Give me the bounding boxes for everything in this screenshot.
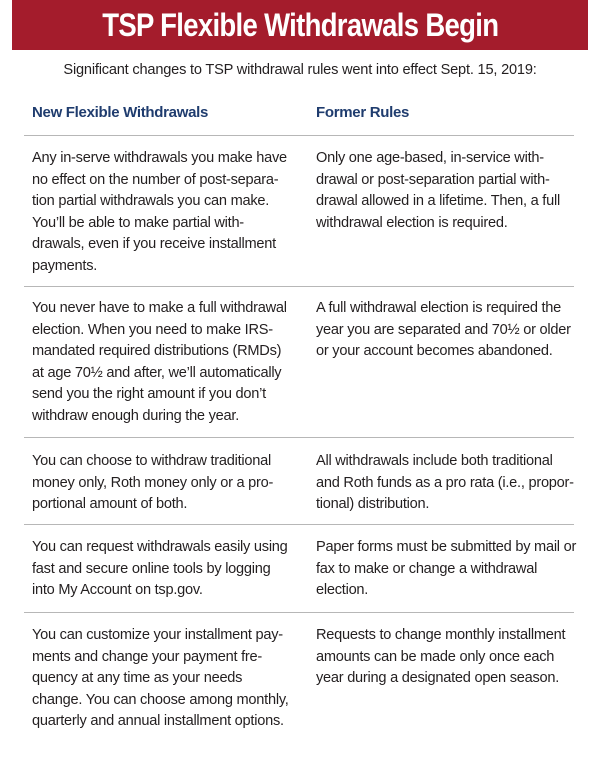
intro-text: Significant changes to TSP withdrawal rules went into effect Sept. 15, 2019: [63, 62, 537, 78]
title-banner [12, 0, 588, 50]
divider [24, 524, 574, 525]
row-4-new: You can request withdrawals easily using fast and secure online tools by logging into My Account on tsp.gov. [32, 539, 288, 599]
row-3-new: You can choose to withdraw traditional money only, Roth money only or a pro- portional amount of both. [32, 453, 274, 513]
row-4-former: Paper forms must be submitted by mail or fax to make or change a withdrawal election. [316, 539, 577, 599]
row-1-former: Only one age-based, in-service with- drawal or post-separation partial with- drawal allowed in a lifetime. Then, a full withdrawal election is required. [316, 150, 560, 231]
row-3-former: All withdrawals include both traditional and Roth funds as a pro rata (i.e., propor- tional) distribution. [316, 453, 574, 513]
row-1-new: Any in-serve withdrawals you make have no effect on the number of post-separa- tion partial withdrawals you can make. You’ll be able to make partial with- drawals, even if you receive installment payments. [32, 150, 287, 274]
divider [24, 437, 574, 438]
new-rules-heading: New Flexible Withdrawals [32, 104, 209, 121]
page-title: TSP Flexible Withdrawals Begin [101, 6, 499, 43]
divider [24, 286, 574, 287]
divider [24, 135, 574, 136]
row-2-former: A full withdrawal election is required the year you are separated and 70½ or older or your account becomes abandoned. [316, 300, 571, 360]
row-2-new: You never have to make a full withdrawal election. When you need to make IRS- mandated required distributions (RMDs) at age 70½ and after, we’ll automatically send you the right amount if you don’t withdraw enough during the year. [32, 300, 287, 424]
row-5-former: Requests to change monthly installment amounts can be made only once each year during a designated open season. [316, 627, 566, 687]
divider [24, 612, 574, 613]
former-rules-heading: Former Rules [316, 104, 410, 121]
row-5-new: You can customize your installment pay- ments and change your payment fre- quency at any time as your needs change. You can choose among monthly, quarterly and annual installment options. [32, 627, 289, 730]
